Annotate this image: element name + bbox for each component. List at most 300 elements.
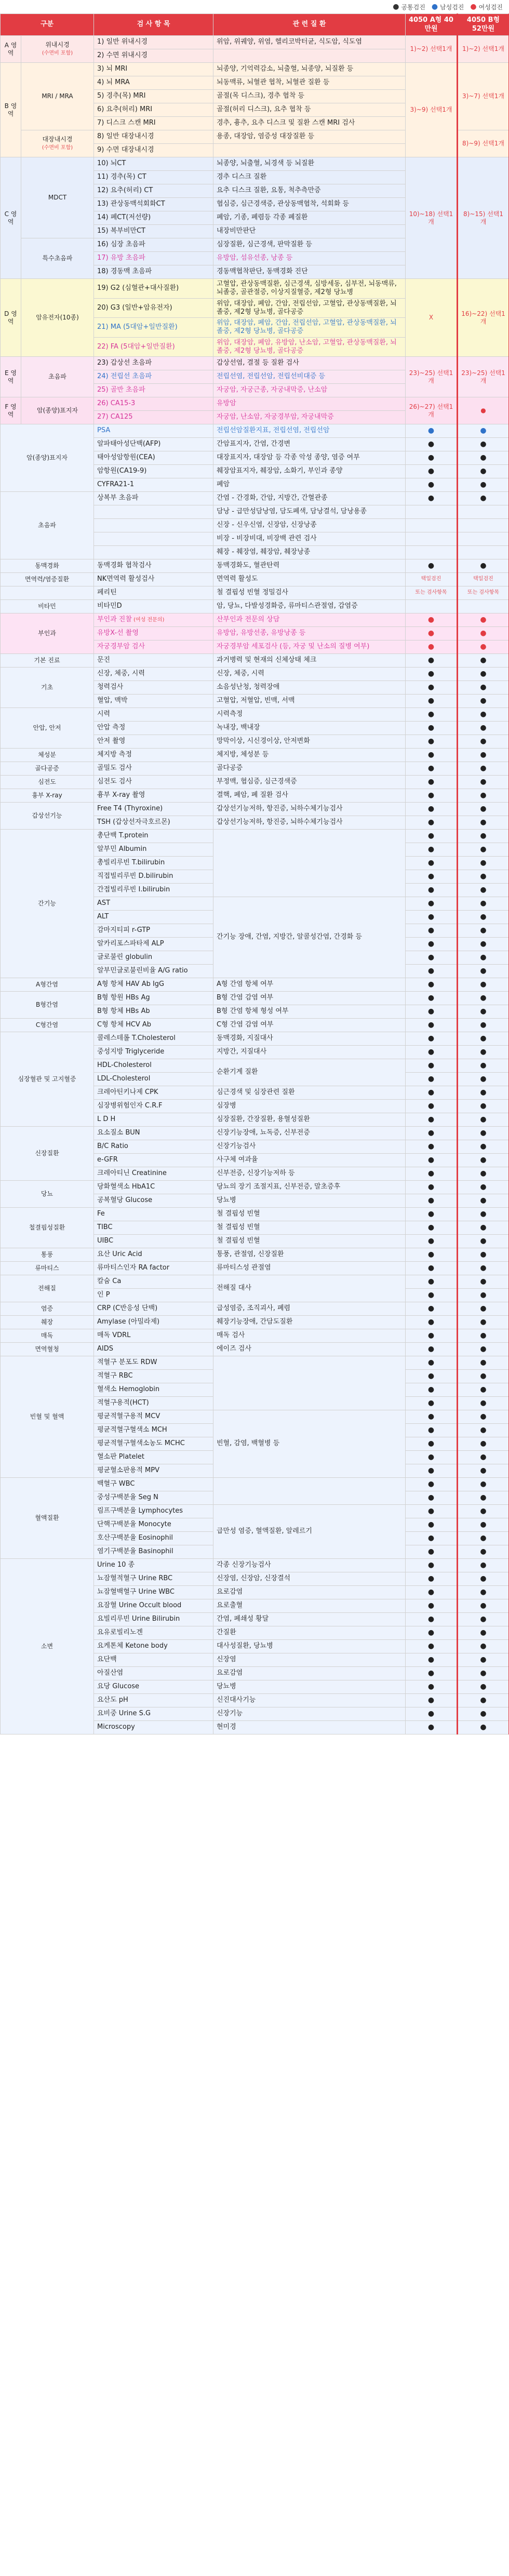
pkg-a-cell: ● [406, 749, 458, 762]
pkg-b-cell: ● [458, 762, 509, 776]
pkg-a-cell: ● [406, 1032, 458, 1046]
pkg-b-cell: ● [458, 1140, 509, 1154]
disease-text: 심장질환, 간장질환, 용혈성질환 [213, 1113, 406, 1127]
group-name [1, 708, 94, 749]
pkg-a-cell: ● [406, 1167, 458, 1181]
group-name-text: 소변 [41, 1643, 53, 1650]
pkg-a-cell: ● [406, 938, 458, 951]
pkg-b-cell: ● [458, 1694, 509, 1707]
pkg-a-cell: ● [406, 1559, 458, 1572]
disease-text [213, 830, 406, 897]
item-name-text: B형 항원 HBs Ag [97, 994, 150, 1002]
item-name [94, 478, 213, 492]
group-name-text: 암(종양)표지자 [37, 407, 78, 414]
item-name-text: 염기구백분율 Basinophil [97, 1547, 173, 1556]
pkg-b-cell: ● [458, 1100, 509, 1113]
table-row [1, 424, 509, 438]
item-name: 4) 뇌 MRA [94, 76, 213, 90]
item-name-text: 상복부 초음파 [97, 494, 139, 502]
disease-text: 폐암, 기종, 폐렴등 각종 폐질환 [213, 211, 406, 225]
group-name-text: 특수초음파 [42, 255, 73, 262]
item-name [94, 1086, 213, 1100]
item-name-text: UIBC [97, 1237, 114, 1245]
item-name-text: ALT [97, 913, 109, 921]
group-name-text: 심장혈관 및 고지혈증 [18, 1075, 76, 1083]
pkg-b-cell: ● [458, 1383, 509, 1397]
pkg-a-cell: ● [406, 681, 458, 695]
item-name [94, 870, 213, 884]
pkg-b-cell: ● [458, 668, 509, 681]
pkg-a-cell: ● [406, 1572, 458, 1586]
pkg-a-cell: ● [406, 465, 458, 478]
table-row [1, 776, 509, 789]
group-name [1, 1478, 94, 1559]
pkg-b-cell: ● [458, 1653, 509, 1667]
item-name-text: AST [97, 899, 111, 907]
pkg-a-cell: ● [406, 870, 458, 884]
group-name-text: 매독 [41, 1332, 53, 1339]
item-name [94, 1397, 213, 1410]
item-name [94, 1019, 213, 1032]
table-row [1, 1127, 509, 1140]
pkg-b-cell: ● [458, 1451, 509, 1464]
disease-text: 용종, 대장암, 염증성 대장질환 등 [213, 130, 406, 144]
item-name-text: CRP (C반응성 단백) [97, 1304, 158, 1313]
pkg-b-cell: ● [458, 1046, 509, 1059]
table-row [1, 600, 509, 613]
pkg-b-cell: ● [458, 1005, 509, 1019]
group-name-text: 체성분 [38, 751, 56, 758]
pkg-b-cell: ● [458, 1235, 509, 1248]
disease-text [213, 1478, 406, 1505]
disease-text: 급성염증, 조직괴사, 폐렴 [213, 1302, 406, 1316]
section-label-text: D 영역 [4, 310, 17, 325]
pkg-a-cell: ● [406, 1518, 458, 1532]
disease-text: 결핵, 폐암, 폐 질환 검사 [213, 789, 406, 803]
table-row [1, 157, 509, 171]
disease-text: 유방암, 섬유선종, 낭종 등 [213, 252, 406, 265]
item-name-text: 직접빌리루빈 D.bilirubin [97, 872, 173, 880]
pkg-a-cell: ● [406, 789, 458, 803]
pkg-a-cell: ● [406, 1545, 458, 1559]
item-name [94, 546, 213, 559]
item-name [94, 1451, 213, 1464]
item-name-text: 요케톤체 Ketone body [97, 1642, 168, 1650]
item-name: 5) 경추(목) MRI [94, 90, 213, 103]
item-name [94, 438, 213, 451]
item-name [94, 627, 213, 640]
item-name [94, 1248, 213, 1262]
item-name [94, 924, 213, 938]
item-name-text: 요산도 pH [97, 1696, 128, 1704]
table-row [1, 586, 509, 600]
group-name-text: 갑상선기능 [32, 812, 62, 819]
section-label-text: A 영역 [4, 41, 17, 57]
disease-text: 골다공증 [213, 762, 406, 776]
item-name [94, 708, 213, 722]
pkg-a-cell: ● [406, 1437, 458, 1451]
item-name [94, 451, 213, 465]
item-name [94, 1572, 213, 1586]
pkg-a-cell: ● [406, 1100, 458, 1113]
pkg-b-cell: ● [458, 1343, 509, 1356]
item-name-text: 중성구백분율 Seg N [97, 1493, 158, 1502]
table-row [1, 559, 509, 573]
pkg-b-cell: 8)~15) 선택1개 [458, 157, 509, 279]
item-name-text: L D H [97, 1115, 116, 1124]
group-name [1, 424, 94, 492]
pkg-a-cell: ● [406, 1086, 458, 1100]
pkg-a-cell: ● [406, 1586, 458, 1599]
disease-text: 갑상선기능저하, 항진증, 뇌하수체기능검사 [213, 803, 406, 816]
pkg-a-cell: ● [406, 613, 458, 627]
pkg-b-cell: 8)~9) 선택1개 [458, 130, 509, 157]
pkg-b-cell: ● [458, 789, 509, 803]
pkg-b-cell: ● [458, 1505, 509, 1518]
pkg-a-cell: ● [406, 1356, 458, 1370]
item-name [94, 1005, 213, 1019]
header-row [1, 14, 509, 36]
item-name [94, 532, 213, 546]
pkg-b-cell: ● [458, 640, 509, 654]
pkg-b-cell: 또는 검사항목 [458, 586, 509, 600]
item-name [94, 1667, 213, 1680]
item-name: 15) 복부비만CT [94, 225, 213, 238]
disease-text: 통풍, 관절염, 신장질환 [213, 1248, 406, 1262]
pkg-a-cell: ● [406, 884, 458, 897]
item-name-text: 심전도 검사 [97, 778, 132, 786]
group-name-text: 암유전자(10종) [36, 314, 79, 321]
group-name [1, 762, 94, 776]
item-name-text: 크레아틴키나제 CPK [97, 1088, 158, 1097]
item-name: 20) G3 (일반+암유전자) [94, 298, 213, 318]
group-name [1, 1127, 94, 1181]
disease-text: B형 간염 항체 형성 여부 [213, 1005, 406, 1019]
group-note: (수면비 포함) [42, 50, 73, 57]
item-name-text: 아질산염 [97, 1669, 124, 1677]
disease-text: 위암, 대장암, 폐암, 간암, 전립선암, 고혈압, 관상동맥질환, 뇌졸중, 제2형 당뇨병, 골다공증 [213, 298, 406, 318]
pkg-a-cell: ● [406, 1329, 458, 1343]
disease-text [213, 1356, 406, 1410]
disease-text: A형 간염 항체 여부 [213, 978, 406, 992]
disease-text: 대장표지자, 대장암 등 각종 악성 종양, 염증 여부 [213, 451, 406, 465]
pkg-a-cell: ● [406, 1275, 458, 1289]
item-name [94, 1491, 213, 1505]
pkg-b-cell: ● [458, 1329, 509, 1343]
disease-text: 부정맥, 협심증, 심근경색증 [213, 776, 406, 789]
item-name-text: 감마지티피 r-GTP [97, 926, 150, 935]
disease-text: 고혈압, 저혈압, 빈맥, 서맥 [213, 695, 406, 708]
disease-text: 전립선암질환지표, 전립선염, 전립선암 [213, 424, 406, 438]
pkg-b-cell: ● [458, 1127, 509, 1140]
group-name [21, 357, 94, 397]
group-name-text: 동맥경화 [35, 562, 59, 569]
group-name [1, 1208, 94, 1248]
item-name-text: 알파태아성단백(AFP) [97, 440, 161, 448]
item-name-text: C형 항체 HCV Ab [97, 1021, 152, 1029]
group-name-text: 류마티스 [35, 1264, 59, 1272]
pkg-a-cell: ● [406, 1640, 458, 1653]
item-name: 23) 갑상선 초음파 [94, 357, 213, 370]
pkg-b-cell [458, 600, 509, 613]
pkg-a-cell: ● [406, 1140, 458, 1154]
table-row [1, 1208, 509, 1221]
item-name-text: Amylase (아밀라제) [97, 1318, 160, 1326]
item-name [94, 492, 213, 505]
item-name [94, 816, 213, 830]
pkg-b-cell: ● [458, 1154, 509, 1167]
pkg-a-cell: ● [406, 1707, 458, 1721]
disease-text: 시력측정 [213, 708, 406, 722]
pkg-b-cell: ● [458, 1208, 509, 1221]
group-name-text: 신장질환 [35, 1150, 59, 1157]
pkg-b-cell: ● [458, 722, 509, 735]
item-name-text: 안압 측정 [97, 724, 126, 732]
disease-text: 빈혈, 감염, 백혈병 등 [213, 1410, 406, 1478]
table-row [1, 749, 509, 762]
pkg-b-cell: ● [458, 938, 509, 951]
item-name-text: 시력 [97, 710, 111, 718]
pkg-a-cell: ● [406, 1248, 458, 1262]
item-name-text: 백혈구 WBC [97, 1480, 135, 1488]
pkg-b-cell: ● [458, 1397, 509, 1410]
disease-text: 간암표지자, 간염, 간경변 [213, 438, 406, 451]
pkg-b-cell: ● [458, 1410, 509, 1424]
pkg-b-cell [458, 546, 509, 559]
item-name-text: 평균혈소판용적 MPV [97, 1466, 159, 1475]
pkg-b-cell: ● [458, 1721, 509, 1734]
pkg-b-cell: ● [458, 951, 509, 965]
item-name [94, 1545, 213, 1559]
item-name [94, 884, 213, 897]
pkg-a-cell: ● [406, 1397, 458, 1410]
item-name-text: 요유로빌리노겐 [97, 1629, 143, 1637]
pkg-a-cell: X [406, 279, 458, 357]
item-name-text: Microscopy [97, 1723, 135, 1731]
item-name [94, 424, 213, 438]
disease-text: 자궁암, 난소암, 자궁경부암, 자궁내막증 [213, 411, 406, 424]
disease-text: 위암, 대장암, 폐암, 유방암, 난소암, 고혈압, 관상동맥질환, 뇌졸중, 제2형 당뇨병, 골다공증 [213, 337, 406, 357]
item-name [94, 1113, 213, 1127]
group-name-text: 기본 진료 [34, 657, 60, 664]
pkg-a-cell: ● [406, 816, 458, 830]
pkg-a-cell: 1)~2) 선택1개 [406, 36, 458, 63]
pkg-b-cell: ● [458, 478, 509, 492]
table-row [1, 492, 509, 505]
pkg-a-cell: ● [406, 1491, 458, 1505]
pkg-b-cell: ● [458, 559, 509, 573]
disease-text: 고혈압, 관상동맥질환, 심근경색, 심방세동, 심부전, 뇌동맥류, 뇌졸중, 골관절증, 이상지질혈증, 제2형 당뇨병 [213, 279, 406, 299]
item-name [94, 1194, 213, 1208]
item-name [94, 681, 213, 695]
item-name-text: 체지방 측정 [97, 751, 132, 759]
group-name-text: 췌장 [41, 1318, 53, 1326]
item-name [94, 803, 213, 816]
item-name-text: 요산 Uric Acid [97, 1250, 142, 1259]
group-name [21, 130, 94, 157]
disease-text: 경추 디스크 질환 [213, 171, 406, 184]
item-name: 8) 일반 대장내시경 [94, 130, 213, 144]
table-row [1, 1275, 509, 1289]
item-name-text: 알부민글로불린비율 A/G ratio [97, 967, 188, 975]
disease-text: C형 간염 감염 여부 [213, 1019, 406, 1032]
pkg-a-cell: ● [406, 478, 458, 492]
pkg-a-cell [406, 519, 458, 532]
disease-text: 대사성질환, 당뇨병 [213, 1640, 406, 1653]
item-name-text: 평균적혈구혈색소농도 MCHC [97, 1439, 185, 1448]
disease-text: 에이즈 검사 [213, 1343, 406, 1356]
pkg-a-cell: ● [406, 1316, 458, 1329]
item-name-text: 흉부 X-ray 촬영 [97, 791, 145, 799]
item-name [94, 1586, 213, 1599]
disease-text: 철 결핍성 빈혈 [213, 1208, 406, 1221]
item-name: 24) 전립선 초음파 [94, 370, 213, 384]
item-name-text: Fe [97, 1210, 105, 1218]
pkg-b-cell: 23)~25) 선택1개 [458, 357, 509, 397]
pkg-b-cell: ● [458, 1545, 509, 1559]
item-name [94, 911, 213, 924]
disease-text: 자궁경부암 세포검사 (등, 자궁 및 난소의 질병 여부) [213, 640, 406, 654]
table-row [1, 978, 509, 992]
table-row [1, 762, 509, 776]
item-name-text: 페리틴 [97, 589, 117, 597]
item-name [94, 519, 213, 532]
disease-text: 지방간, 지질대사 [213, 1046, 406, 1059]
pkg-a-cell [406, 505, 458, 519]
item-name-text: TSH (갑상선자극호르몬) [97, 818, 170, 826]
pkg-b-cell: ● [458, 1559, 509, 1572]
group-name [1, 1248, 94, 1262]
header-category: 구분 [1, 14, 94, 36]
pkg-b-cell: ● [458, 1491, 509, 1505]
item-name: 11) 경추(목) CT [94, 171, 213, 184]
section-label [1, 157, 21, 279]
pkg-b-cell: 택일검진 [458, 573, 509, 586]
pkg-b-cell: ● [458, 1478, 509, 1491]
disease-text: 급만성 염증, 혈액질환, 알레르기 [213, 1505, 406, 1559]
header-disease: 관 련 질 환 [213, 14, 406, 36]
pkg-b-cell: ● [458, 924, 509, 938]
group-name [1, 992, 94, 1019]
item-name [94, 1154, 213, 1167]
item-name [94, 1140, 213, 1154]
pkg-a-cell: 26)~27) 선택1개 [406, 397, 458, 424]
disease-text: 췌장 - 췌장염, 췌장암, 췌장낭종 [213, 546, 406, 559]
legend [0, 0, 509, 14]
group-name [1, 1262, 94, 1275]
item-name [94, 640, 213, 654]
pkg-a-cell: ● [406, 1235, 458, 1248]
item-name-text: 인 P [97, 1291, 110, 1299]
item-name [94, 1694, 213, 1707]
disease-text: 췌장기능장애, 간담도질환 [213, 1316, 406, 1329]
pkg-a-cell: ● [406, 438, 458, 451]
disease-text: 내장비만판단 [213, 225, 406, 238]
pkg-a-cell: ● [406, 708, 458, 722]
header-item: 검 사 항 목 [94, 14, 213, 36]
item-name: 10) 뇌CT [94, 157, 213, 171]
item-name [94, 573, 213, 586]
table-row [1, 573, 509, 586]
disease-text: 철 결핍성 빈혈 [213, 1235, 406, 1248]
pkg-b-cell: ● [458, 1667, 509, 1680]
item-name [94, 1046, 213, 1059]
pkg-b-cell: ● [458, 1613, 509, 1626]
group-name [21, 279, 94, 357]
pkg-a-cell: ● [406, 1046, 458, 1059]
item-name: 16) 심장 초음파 [94, 238, 213, 252]
group-name-text: 비타민 [38, 603, 56, 610]
pkg-a-cell: ● [406, 857, 458, 870]
pkg-a-cell: ● [406, 1694, 458, 1707]
item-name: 14) 폐CT(저선량) [94, 211, 213, 225]
pkg-a-cell: ● [406, 695, 458, 708]
pkg-b-cell: ● [458, 749, 509, 762]
legend-male: ● 남성검진 [431, 3, 464, 11]
item-name: 7) 디스크 스캔 MRI [94, 117, 213, 130]
header-pkg-b: 4050 B형 52만원 [458, 14, 509, 36]
disease-text: 협심증, 심근경색증, 관상동맥협착, 석회화 등 [213, 198, 406, 211]
disease-text: 암, 당뇨, 다발성경화증, 류마티스관절염, 감염증 [213, 600, 406, 613]
pkg-a-cell: ● [406, 1721, 458, 1734]
item-name-text: 칼슘 Ca [97, 1277, 122, 1286]
item-name: 1) 일반 위내시경 [94, 36, 213, 49]
disease-text: 신장기능 [213, 1707, 406, 1721]
pkg-a-cell: ● [406, 1113, 458, 1127]
table-row [1, 279, 509, 299]
item-name [94, 1181, 213, 1194]
item-name-text: TIBC [97, 1223, 113, 1232]
pkg-b-cell: ● [458, 1586, 509, 1599]
disease-text: 심근경색 및 심장관련 질환 [213, 1086, 406, 1100]
disease-text: 신진대사기능 [213, 1694, 406, 1707]
item-name [94, 1343, 213, 1356]
item-name-text: 중성지방 Triglyceride [97, 1048, 165, 1056]
disease-text: 녹내장, 백내장 [213, 722, 406, 735]
item-name [94, 1127, 213, 1140]
section-label-text: F 영역 [5, 403, 17, 418]
item-name-text: LDL-Cholesterol [97, 1075, 151, 1083]
group-name [1, 1275, 94, 1302]
pkg-b-cell: 3)~7) 선택1개 [458, 63, 509, 130]
item-name-text: 골밀도 검사 [97, 764, 132, 772]
item-name [94, 1721, 213, 1734]
pkg-b-cell: ● [458, 965, 509, 978]
item-name [94, 722, 213, 735]
item-name: 9) 수면 대장내시경 [94, 144, 213, 157]
pkg-b-cell: ● [458, 911, 509, 924]
group-name [1, 789, 94, 803]
group-name-text: MRI / MRA [42, 92, 73, 100]
item-name-text: 문진 [97, 656, 111, 664]
group-name-text: 당뇨 [41, 1190, 53, 1197]
item-name-text: 청력검사 [97, 683, 124, 691]
pkg-a-cell [406, 546, 458, 559]
group-name-text: 혈액질환 [35, 1514, 59, 1521]
item-name [94, 1289, 213, 1302]
item-name: 2) 수면 위내시경 [94, 49, 213, 63]
disease-text: 요로감염 [213, 1586, 406, 1599]
disease-text: 유방암 [213, 397, 406, 411]
pkg-b-cell: ● [458, 1302, 509, 1316]
pkg-a-cell: ● [406, 830, 458, 843]
pkg-a-cell: ● [406, 1208, 458, 1221]
pkg-a-cell: ● [406, 843, 458, 857]
item-name-text: 류마티스인자 RA factor [97, 1264, 170, 1272]
group-name [1, 1032, 94, 1127]
item-name-text: 암항원(CA19-9) [97, 467, 147, 475]
disease-text: 현미경 [213, 1721, 406, 1734]
